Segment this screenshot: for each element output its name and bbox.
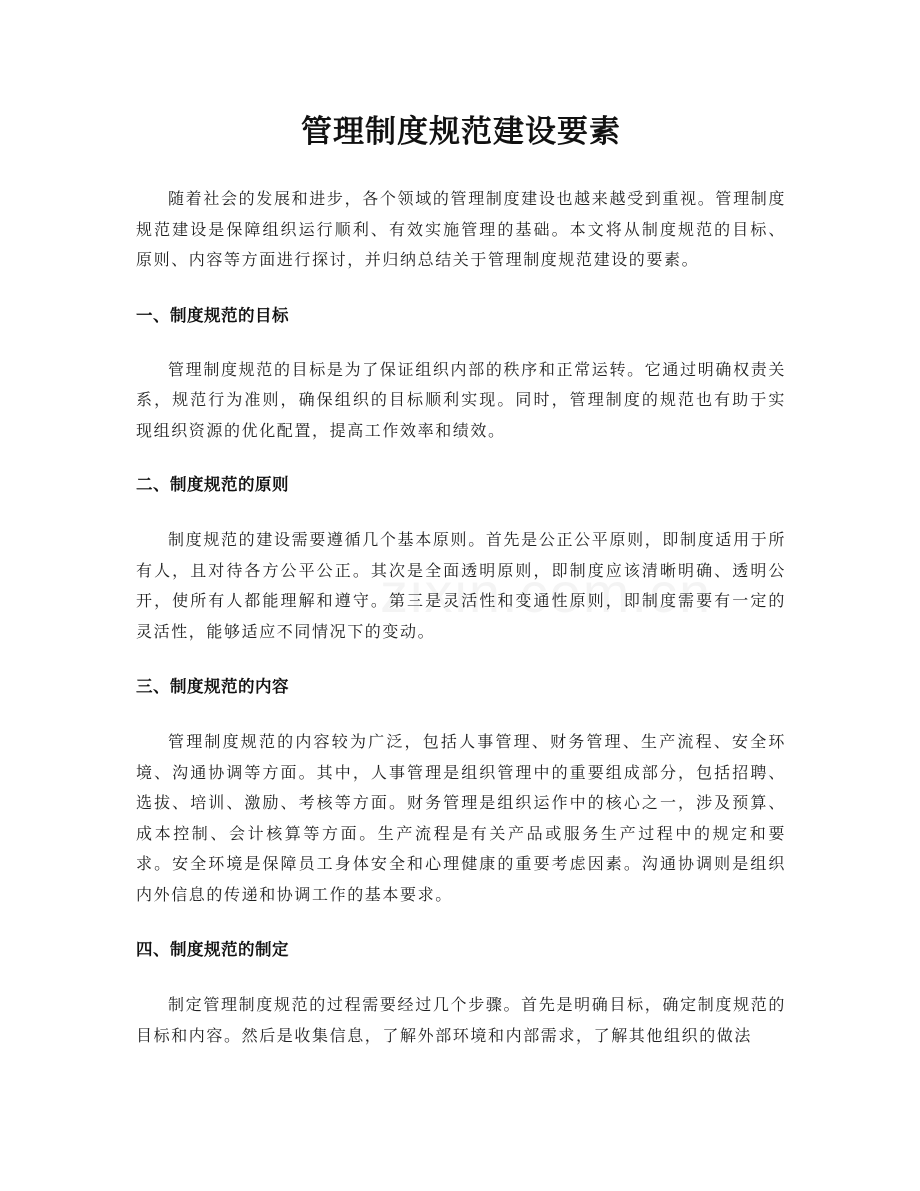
section-heading-formulation: 四、制度规范的制定 bbox=[136, 940, 289, 959]
section-body-formulation: 制定管理制度规范的过程需要经过几个步骤。首先是明确目标，确定制度规范的目标和内容。然后是收集信息，了解外部环境和内部需求，了解其他组织的做法 bbox=[136, 995, 786, 1045]
document-title: 管理制度规范建设要素 bbox=[301, 114, 621, 150]
intro-paragraph: 随着社会的发展和进步，各个领域的管理制度建设也越来越受到重视。管理制度规范建设是保障组织运行顺利、有效实施管理的基础。本文将从制度规范的目标、原则、内容等方面进行探讨，并归纳总结关于管理制度规范建设的要素。 bbox=[136, 189, 786, 269]
section-heading-content: 三、制度规范的内容 bbox=[136, 677, 289, 696]
section-body-principles: 制度规范的建设需要遵循几个基本原则。首先是公正公平原则，即制度适用于所有人，且对待各方公平公正。其次是全面透明原则，即制度应该清晰明确、透明公开，使所有人都能理解和遵守。第三是灵活性和变通性原则，即制度需要有一定的灵活性，能够适应不同情况下的变动。 bbox=[136, 530, 786, 641]
section-heading-principles: 二、制度规范的原则 bbox=[136, 475, 289, 494]
section-body-content: 管理制度规范的内容较为广泛，包括人事管理、财务管理、生产流程、安全环境、沟通协调等方面。其中，人事管理是组织管理中的重要组成部分，包括招聘、选拔、培训、激励、考核等方面。财务管理是组织运作中的核心之一，涉及预算、成本控制、会计核算等方面。生产流程是有关产品或服务生产过程中的规定和要求。安全环境是保障员工身体安全和心理健康的重要考虑因素。沟通协调则是组织内外信息的传递和协调工作的基本要求。 bbox=[136, 732, 786, 904]
section-body-goal: 管理制度规范的目标是为了保证组织内部的秩序和正常运转。它通过明确权责关系，规范行为准则，确保组织的目标顺利实现。同时，管理制度的规范也有助于实现组织资源的优化配置，提高工作效率和绩效。 bbox=[136, 359, 786, 440]
document-page bbox=[136, 0, 786, 1051]
section-heading-goal: 一、制度规范的目标 bbox=[136, 305, 289, 325]
